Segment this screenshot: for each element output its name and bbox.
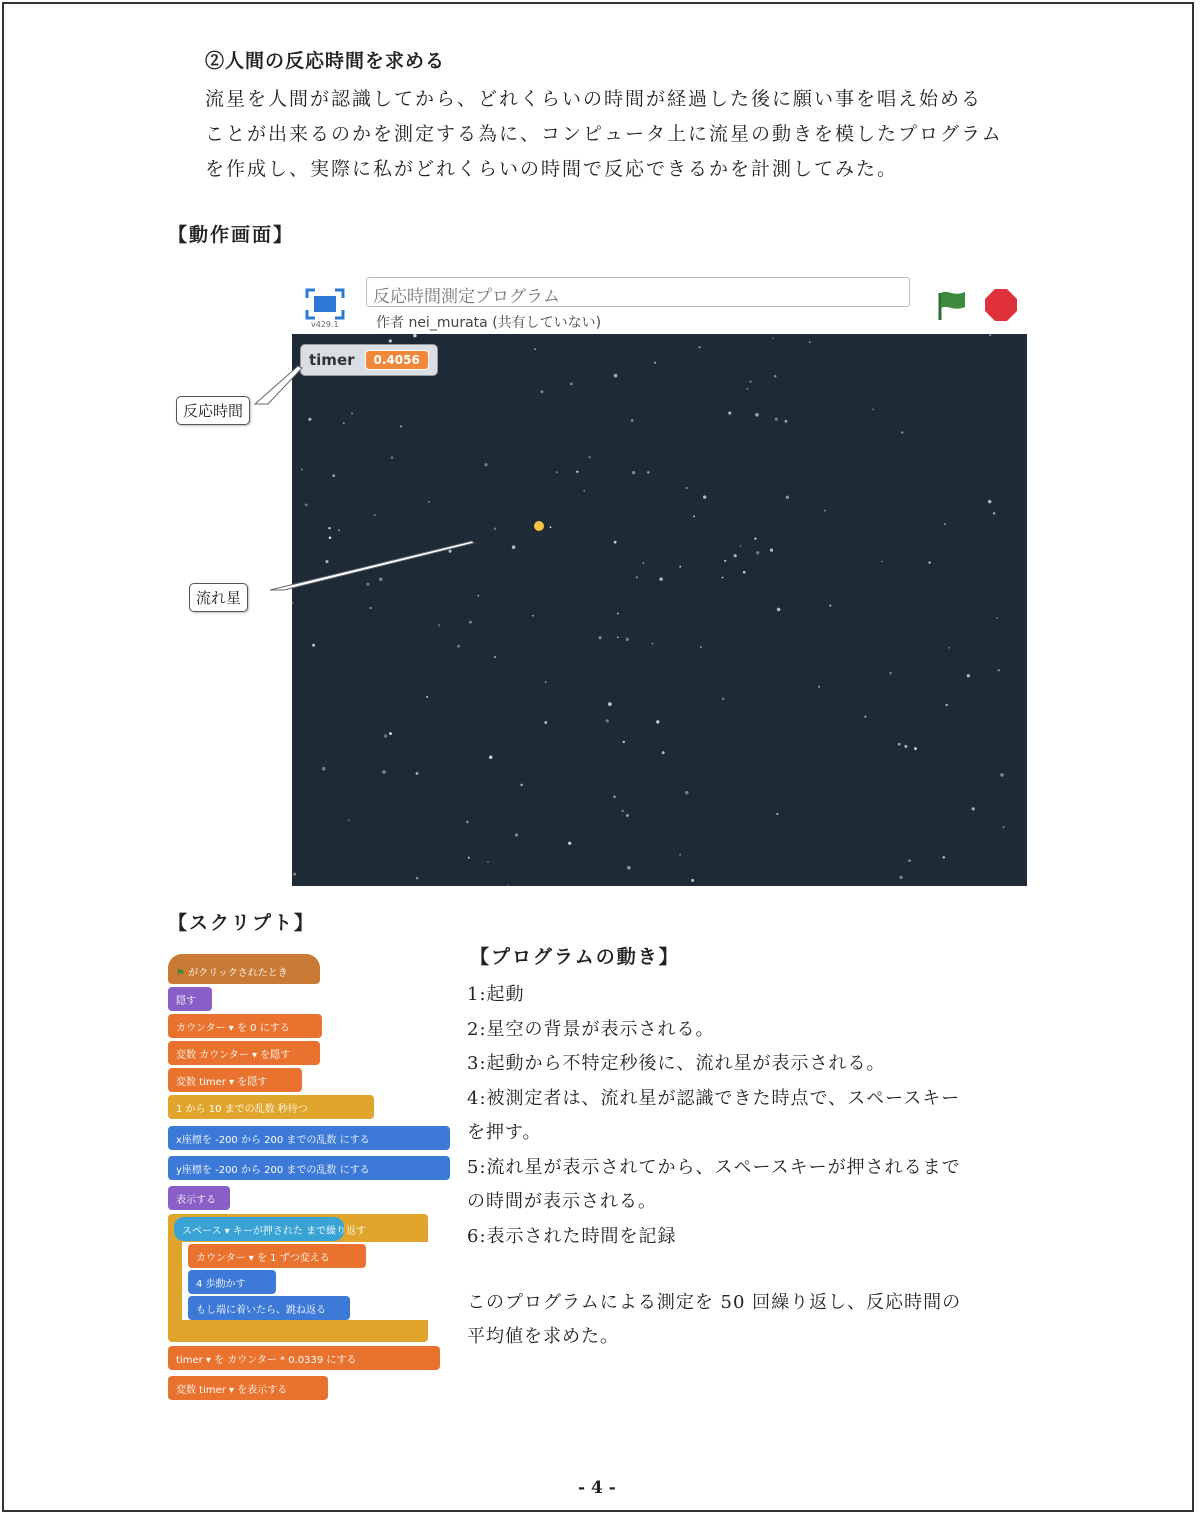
star (1000, 773, 1004, 777)
star (384, 734, 387, 737)
star (626, 814, 629, 817)
project-title-field[interactable]: 反応時間測定プログラム (366, 277, 910, 307)
star (544, 721, 547, 724)
program-behavior-title: 【プログラムの動き】 (470, 946, 680, 968)
star (722, 697, 725, 700)
star (389, 732, 392, 735)
step-item: 3:起動から不特定秒後に、流れ星が表示される。 (467, 1053, 886, 1074)
star (786, 496, 789, 499)
star (545, 681, 547, 683)
step-item: 2:星空の背景が表示される。 (467, 1018, 715, 1040)
star (489, 755, 492, 758)
intro-line: ことが出来るのかを測定する為に、コンピュータ上に流星の動きを模したプログラム (205, 123, 1003, 145)
star (988, 500, 992, 504)
program-steps (467, 978, 1037, 1254)
star (366, 583, 369, 586)
star (389, 339, 392, 342)
page-number: - 4 - (578, 1478, 616, 1498)
star (487, 861, 489, 863)
hide-block[interactable]: 隠す (168, 987, 212, 1011)
star (426, 696, 428, 698)
star (809, 341, 811, 343)
star (466, 821, 469, 824)
star (382, 770, 386, 774)
star (588, 456, 590, 458)
star (698, 346, 700, 348)
star (643, 562, 645, 564)
star (550, 526, 552, 528)
screen-section-label: 【動作画面】 (168, 224, 295, 246)
star (293, 873, 296, 876)
intro-line: 流星を人間が認識してから、どれくらいの時間が経過した後に願い事を唱え始める (205, 88, 983, 110)
star (685, 487, 687, 489)
star (755, 413, 759, 417)
star (728, 412, 731, 415)
scratch-stage[interactable] (292, 334, 1027, 886)
move-steps-block[interactable]: 4 歩動かす (188, 1270, 276, 1294)
star (623, 741, 625, 743)
star (568, 842, 571, 845)
star (679, 566, 681, 568)
star (325, 560, 328, 563)
section-heading: ②人間の反応時間を求める (205, 50, 446, 72)
star (864, 716, 866, 718)
star (824, 510, 826, 512)
star (613, 796, 616, 799)
star (576, 471, 578, 473)
star (328, 527, 330, 529)
star (413, 334, 416, 337)
star (374, 514, 376, 516)
star (621, 810, 624, 813)
star (617, 613, 619, 615)
star (770, 548, 773, 551)
star (776, 813, 778, 815)
star (416, 772, 419, 775)
scratch-script (160, 940, 460, 1410)
star (734, 554, 737, 557)
star (494, 528, 496, 530)
key-pressed-condition[interactable]: スペース ▾ キーが押された まで繰り返す (174, 1217, 344, 1241)
star (654, 362, 656, 364)
star (583, 490, 585, 492)
set-timer-block[interactable]: timer ▾ を カウンター * 0.0339 にする (168, 1346, 440, 1370)
star (775, 418, 778, 421)
star (478, 595, 480, 597)
hide-timer-block[interactable]: 変数 timer ▾ を隠す (168, 1068, 302, 1092)
star (540, 390, 543, 393)
star (484, 463, 487, 466)
star (305, 504, 308, 507)
star (291, 602, 294, 605)
star (691, 879, 694, 882)
star (348, 820, 350, 822)
star (872, 408, 874, 410)
star (679, 854, 681, 856)
star (889, 672, 892, 675)
show-block[interactable]: 表示する (168, 1186, 230, 1210)
star (329, 536, 332, 539)
star (829, 605, 831, 607)
star (908, 859, 910, 861)
star (743, 571, 746, 574)
star (943, 856, 945, 858)
star (989, 334, 991, 336)
monitor-value: 0.4056 (365, 350, 429, 370)
star (901, 431, 903, 433)
star (468, 857, 470, 859)
star (534, 348, 536, 350)
star (967, 674, 970, 677)
star (520, 784, 523, 787)
set-x-block[interactable]: x座標を -200 から 200 までの乱数 にする (168, 1126, 450, 1150)
star (652, 643, 654, 645)
star (608, 702, 612, 706)
star (662, 751, 665, 754)
step-item: を押す。 (467, 1122, 542, 1143)
star (881, 561, 883, 563)
star (428, 501, 430, 503)
star (993, 512, 996, 515)
author-text: 作者 nei_murata (共有していない) (376, 315, 602, 331)
star (400, 425, 402, 427)
star (457, 645, 460, 648)
star (532, 615, 534, 617)
fullscreen-icon[interactable] (305, 288, 345, 320)
star (747, 388, 749, 390)
reaction-time-callout: 反応時間 (176, 396, 250, 425)
summary-line: このプログラムによる測定を 50 回繰り返し、反応時間の (467, 1292, 962, 1313)
star (379, 577, 383, 581)
star (343, 422, 345, 424)
star (494, 656, 496, 658)
star (749, 380, 751, 382)
meteor-callout: 流れ星 (189, 583, 248, 612)
step-item: 4:被測定者は、流れ星が認識できた時点で、スペースキー (467, 1087, 961, 1109)
set-counter-block[interactable]: カウンター ▾ を 0 にする (168, 1014, 322, 1038)
star (338, 529, 340, 531)
star (784, 420, 787, 423)
star (772, 337, 774, 339)
wait-random-block[interactable]: 1 から 10 までの乱数 秒待つ (168, 1095, 374, 1119)
star (774, 375, 777, 378)
star (627, 866, 631, 870)
star (308, 418, 311, 421)
star (703, 495, 706, 498)
star (312, 644, 315, 647)
hide-counter-block[interactable]: 変数 カウンター ▾ を隠す (168, 1041, 320, 1065)
star (754, 537, 756, 539)
star (693, 515, 695, 517)
star (614, 541, 617, 544)
repeat-until-block[interactable] (168, 1214, 428, 1342)
script-section-label: 【スクリプト】 (168, 912, 316, 934)
green-flag-icon[interactable] (934, 287, 970, 323)
star (818, 686, 820, 688)
star (1003, 826, 1005, 828)
star (631, 419, 634, 422)
summary-line: 平均値を求めた。 (467, 1326, 619, 1347)
intro-line: を作成し、実際に私がどれくらいの時間で反応できるかを計測してみた。 (205, 158, 899, 180)
star (946, 704, 948, 706)
change-counter-block[interactable]: カウンター ▾ を 1 ずつ変える (188, 1244, 366, 1268)
star (632, 471, 635, 474)
star (469, 621, 472, 624)
star (740, 545, 742, 547)
star (301, 468, 303, 470)
star (700, 646, 702, 648)
set-y-block[interactable]: y座標を -200 から 200 までの乱数 にする (168, 1156, 450, 1180)
star (777, 608, 781, 612)
timer-monitor[interactable] (300, 344, 438, 376)
star (899, 876, 902, 879)
star (928, 561, 930, 563)
star (614, 374, 618, 378)
star (556, 471, 558, 473)
star (659, 577, 663, 581)
star (508, 884, 510, 886)
star (647, 471, 649, 473)
flag-icon: ⚑ (176, 968, 189, 979)
star (756, 551, 759, 554)
star (636, 576, 638, 578)
star (332, 474, 335, 477)
star (599, 636, 602, 639)
star (351, 412, 353, 414)
step-item: 1:起動 (467, 984, 525, 1005)
step-item: の時間が表示される。 (467, 1191, 657, 1212)
show-timer-block[interactable]: 変数 timer ▾ を表示する (168, 1376, 328, 1400)
star (606, 719, 609, 722)
star (391, 456, 394, 459)
star (416, 877, 419, 880)
star (948, 647, 950, 649)
star (944, 523, 946, 525)
star (369, 607, 372, 610)
stop-icon[interactable] (983, 287, 1019, 323)
star (515, 834, 518, 837)
star (998, 669, 1000, 671)
step-item: 6:表示された時間を記録 (467, 1225, 677, 1247)
star (656, 720, 659, 723)
version-text: v429.1 (311, 320, 339, 329)
star (449, 550, 452, 553)
star (996, 617, 998, 619)
star (617, 636, 619, 638)
star (972, 807, 975, 810)
star-field (292, 334, 1027, 886)
star (724, 560, 726, 562)
star (722, 577, 724, 579)
star (512, 545, 516, 549)
monitor-label: timer (309, 351, 355, 369)
block-label: がクリックされたとき (188, 968, 288, 979)
intro-paragraph (205, 82, 1035, 187)
star (898, 743, 901, 746)
star (904, 745, 907, 748)
step-item: 5:流れ星が表示されてから、スペースキーが押されるまで (467, 1156, 961, 1178)
star (438, 624, 440, 626)
star (685, 791, 688, 794)
star (322, 767, 326, 771)
star (570, 383, 573, 386)
bounce-block[interactable]: もし端に着いたら、跳ね返る (188, 1296, 350, 1320)
summary-paragraph (467, 1286, 1037, 1354)
star (914, 747, 917, 750)
when-flag-clicked-block[interactable] (168, 954, 320, 984)
meteor-sprite[interactable] (532, 519, 548, 535)
star (626, 638, 630, 642)
